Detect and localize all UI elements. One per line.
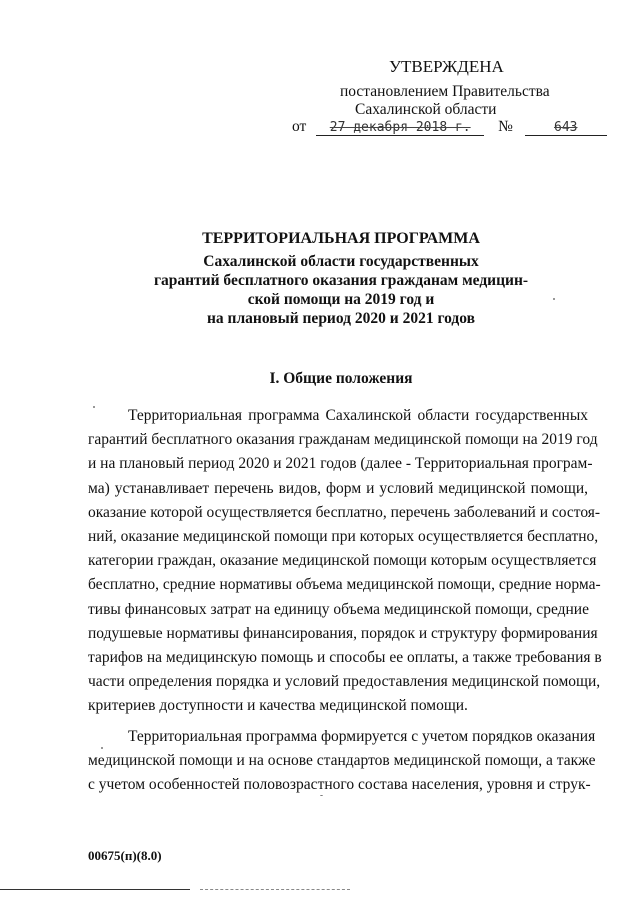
paragraph-1-line: ний, оказание медицинской помощи при которых осуществляется бесплатно, <box>88 528 599 546</box>
paragraph-1-line: и на плановый период 2020 и 2021 годов (далее - Территориальная програм- <box>88 455 593 473</box>
paragraph-2-line: с учетом особенностей половозрастного состава населения, уровня и струк- <box>88 776 591 794</box>
paragraph-1-line: категории граждан, оказание медицинской помощи которым осуществляется <box>88 552 597 570</box>
number-label: № <box>498 118 513 135</box>
paragraph-2-line: Территориальная программа формируется с учетом порядков оказания <box>128 727 596 745</box>
program-subtitle-line: на плановый период 2020 и 2021 годов <box>207 310 475 327</box>
bottom-rule <box>0 889 190 890</box>
paragraph-1-line: критериев доступности и качества медицинской помощи. <box>88 697 468 715</box>
body-text <box>88 404 602 797</box>
paragraph-1-line: тивы финансовых затрат на единицу объема медицинской помощи, средние <box>88 600 589 618</box>
approval-title: УТВЕРЖДЕНА <box>389 57 504 76</box>
paragraph-1-line: подушевые нормативы финансирования, порядок и структуру формирования <box>88 624 598 642</box>
program-subtitle-line: гарантий бесплатного оказания гражданам медицин- <box>153 272 529 289</box>
paragraph-1-line: ма) устанавливает перечень видов, форм и условий медицинской помощи, <box>88 479 588 497</box>
paragraph-1-line: гарантий бесплатного оказания гражданам медицинской помощи на 2019 год <box>88 431 598 449</box>
paragraph-2-line: медицинской помощи и на основе стандартов медицинской помощи, а также <box>88 751 596 769</box>
approval-line-2: Сахалинской области <box>355 101 497 118</box>
approval-line-1: постановлением Правительства <box>340 83 550 100</box>
scan-speck <box>320 795 323 796</box>
program-subtitle-line: Сахалинской области государственных <box>203 253 479 270</box>
paragraph-1-line: бесплатно, средние нормативы объема медицинской помощи, средние норма- <box>88 576 601 594</box>
section-title: I. Общие положения <box>269 370 413 387</box>
program-title: ТЕРРИТОРИАЛЬНАЯ ПРОГРАММА <box>202 230 480 247</box>
scan-speck <box>553 298 555 300</box>
paragraph-1-line: части определения порядка и условий предоставления медицинской помощи, <box>88 673 601 691</box>
bottom-rule-dashed <box>200 889 350 890</box>
document-code: 00675(п)(8.0) <box>88 848 162 863</box>
date-value: 27 декабря 2018 г. <box>316 120 484 136</box>
date-label: от <box>292 118 307 135</box>
program-subtitle-line: ской помощи на 2019 год и <box>247 291 435 308</box>
paragraph-1-line: Территориальная программа Сахалинской области государственных <box>128 407 588 424</box>
approval-date-row <box>292 118 607 136</box>
number-value: 643 <box>525 120 607 136</box>
scan-speck <box>93 406 95 408</box>
program-subtitle <box>100 252 582 328</box>
paragraph-1-line: тарифов на медицинскую помощь и способы ее оплаты, а также требования в <box>88 649 602 667</box>
scan-speck <box>101 747 103 749</box>
paragraph-1-line: оказание которой осуществляется бесплатно, перечень заболеваний и состоя- <box>88 503 601 521</box>
